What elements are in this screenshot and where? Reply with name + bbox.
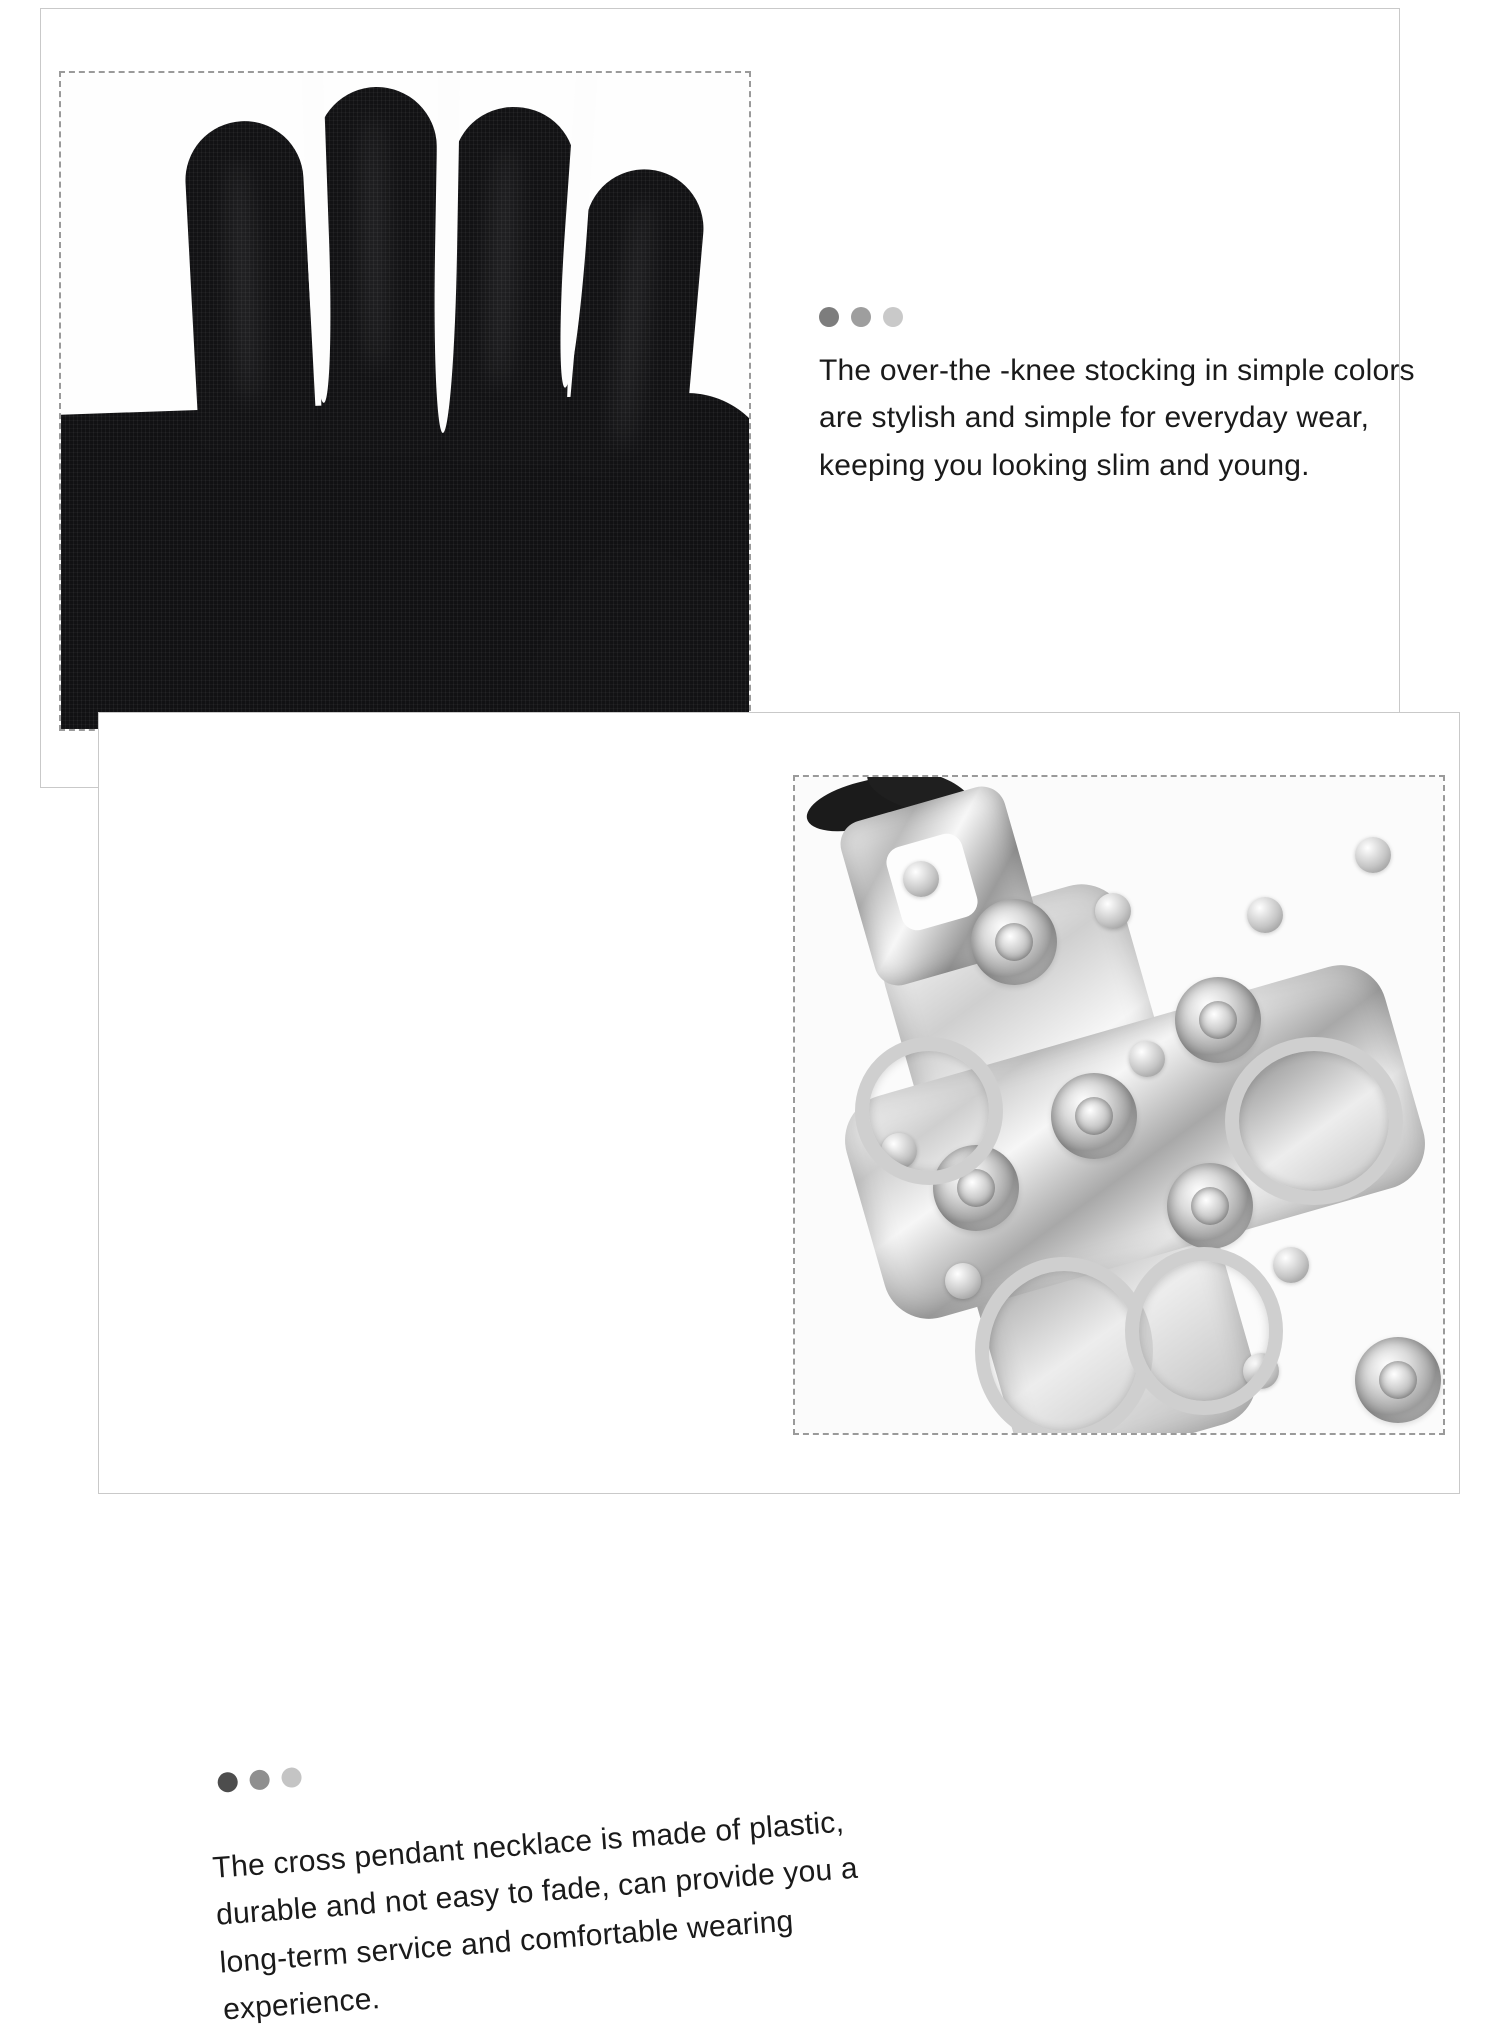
bullet-dots-top (819, 307, 903, 327)
filigree-scroll (1225, 1037, 1403, 1205)
glove-finger-highlight (224, 161, 263, 402)
rose-ornament (1167, 1163, 1253, 1249)
bullet-dot-icon (281, 1767, 302, 1788)
silver-cross-pendant-photo (795, 777, 1443, 1433)
bead-ornament (945, 1263, 981, 1299)
bead-ornament (1355, 837, 1391, 873)
filigree-scroll (1125, 1247, 1283, 1415)
bullet-dot-icon (883, 307, 903, 327)
bead-ornament (1247, 897, 1283, 933)
bullet-dots-bottom (217, 1767, 302, 1793)
bead-ornament (1095, 893, 1131, 929)
rose-ornament (1175, 977, 1261, 1063)
glove-finger-highlight (610, 198, 656, 449)
bullet-dot-icon (819, 307, 839, 327)
bead-ornament (1273, 1247, 1309, 1283)
bullet-dot-icon (249, 1769, 270, 1790)
bullet-dot-icon (851, 307, 871, 327)
black-glove-photo (61, 73, 749, 729)
filigree-scroll (855, 1037, 1003, 1185)
glove-finger-highlight (485, 146, 519, 387)
bead-ornament (1129, 1041, 1165, 1077)
feature-caption-bottom: The cross pendant necklace is made of plastic, durable and not easy to fade, can provide you a long-term service and comfortable wearing experience. (211, 1805, 859, 2027)
feature-caption-top: The over-the -knee stocking in simple colors are stylish and simple for everyday wear, keeping you looking slim and young. (819, 354, 1415, 482)
rose-ornament (1355, 1337, 1441, 1423)
glove-finger-2 (316, 86, 442, 458)
rose-ornament (1051, 1073, 1137, 1159)
glove-image-frame (59, 71, 751, 731)
cross-pendant-image-frame (793, 775, 1445, 1435)
feature-panel-top (40, 8, 1415, 788)
glove-finger-3 (443, 105, 577, 467)
glove-finger-highlight (360, 117, 388, 367)
bullet-dot-icon (217, 1772, 238, 1793)
bead-ornament (903, 861, 939, 897)
glove-finger-1 (182, 118, 317, 454)
feature-panel-bottom (98, 712, 1460, 2027)
rose-ornament (971, 899, 1057, 985)
